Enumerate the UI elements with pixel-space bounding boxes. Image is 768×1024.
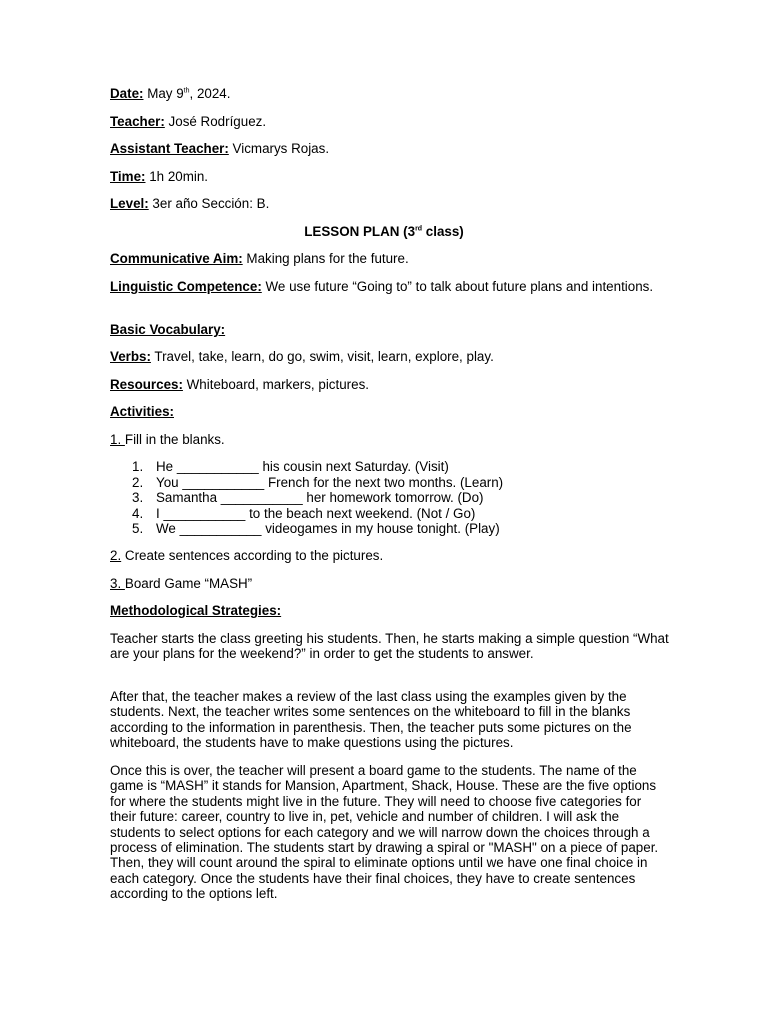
strategies-paragraph-3: Once this is over, the teacher will present a board game to the students. The name of the game is “MASH” it stands for Mansion, Apartment, Shack, House. These are the five options for where the students might live in the future. They will need to choose five categories for their future: career, country to live in, pet, vehicle and number of children. I will ask the students to select options for each category and we will narrow down the choices through a process of elimination. The students start by drawing a spiral or "MASH" on a piece of paper. Then, they will count around the spiral to eliminate options until we have one final choice in each category. Once the students have their final choices, they have to create sentences according to the options left.: [110, 763, 659, 902]
exercise-item: 1. He ___________ his cousin next Saturday. (Visit): [132, 459, 449, 474]
activity-1: [110, 432, 225, 447]
page-title: LESSON PLAN (3rd class): [304, 224, 464, 239]
verbs-value: Travel, take, learn, do go, swim, visit, learn, explore, play.: [150, 349, 494, 364]
aim-line: [110, 251, 409, 266]
aim-label: Communicative Aim:: [110, 251, 243, 266]
strategies-heading: Methodological Strategies:: [110, 603, 282, 618]
resources-value: Whiteboard, markers, pictures.: [182, 377, 369, 392]
date-suffix: th: [183, 87, 190, 95]
teacher-label: Teacher:: [110, 114, 165, 129]
date-label: Date:: [110, 86, 144, 101]
exercise-item: 2. You ___________ French for the next two months. (Learn): [132, 475, 504, 490]
exercise-item: 3. Samantha ___________ her homework tomorrow. (Do): [132, 490, 484, 505]
strategies-paragraph-2: After that, the teacher makes a review of the last class using the examples given by the students. Next, the teacher writes some sentences on the whiteboard to fill in the blanks according to the information in parenthesis. Then, the teacher puts some pictures on the whiteboard, the students have to make questions using the pictures.: [110, 689, 632, 751]
assistant-label: Assistant Teacher:: [110, 141, 229, 156]
verbs-label: Verbs:: [110, 349, 151, 364]
time-value: 1h 20min.: [145, 169, 209, 184]
activity-3-text: Board Game “MASH”: [124, 576, 253, 591]
date-line: [110, 86, 230, 101]
activity-1-text: Fill in the blanks.: [124, 432, 225, 447]
time-line: [110, 169, 208, 184]
level-label: Level:: [110, 196, 149, 211]
time-label: Time:: [110, 169, 146, 184]
strategies-paragraph-1: Teacher starts the class greeting his students. Then, he starts making a simple question “What are your plans for the weekend?” in order to get the students to answer.: [110, 631, 669, 662]
activity-2-number: 2.: [110, 548, 122, 563]
level-value: 3er año Sección: B.: [148, 196, 270, 211]
activities-heading: Activities:: [110, 404, 174, 419]
exercise-item: 4. I ___________ to the beach next weekend. (Not / Go): [132, 506, 476, 521]
activity-3: [110, 576, 252, 591]
verbs-line: [110, 349, 494, 364]
competence-value: We use future “Going to” to talk about future plans and intentions.: [261, 279, 654, 294]
assistant-line: [110, 141, 329, 156]
aim-value: Making plans for the future.: [242, 251, 409, 266]
teacher-value: José Rodríguez.: [164, 114, 267, 129]
assistant-value: Vicmarys Rojas.: [228, 141, 330, 156]
resources-label: Resources:: [110, 377, 183, 392]
vocabulary-heading: Basic Vocabulary:: [110, 322, 226, 337]
activity-1-number: 1.: [110, 432, 125, 447]
exercise-item: 5. We ___________ videogames in my house tonight. (Play): [132, 521, 500, 536]
level-line: [110, 196, 269, 211]
date-year: , 2024.: [189, 86, 231, 101]
activity-3-number: 3.: [110, 576, 125, 591]
resources-line: [110, 377, 369, 392]
competence-label: Linguistic Competence:: [110, 279, 262, 294]
competence-paragraph: [110, 279, 670, 294]
date-value: May 9: [143, 86, 184, 101]
activity-2: [110, 548, 383, 563]
activity-2-text: Create sentences according to the pictures.: [121, 548, 384, 563]
teacher-line: [110, 114, 266, 129]
